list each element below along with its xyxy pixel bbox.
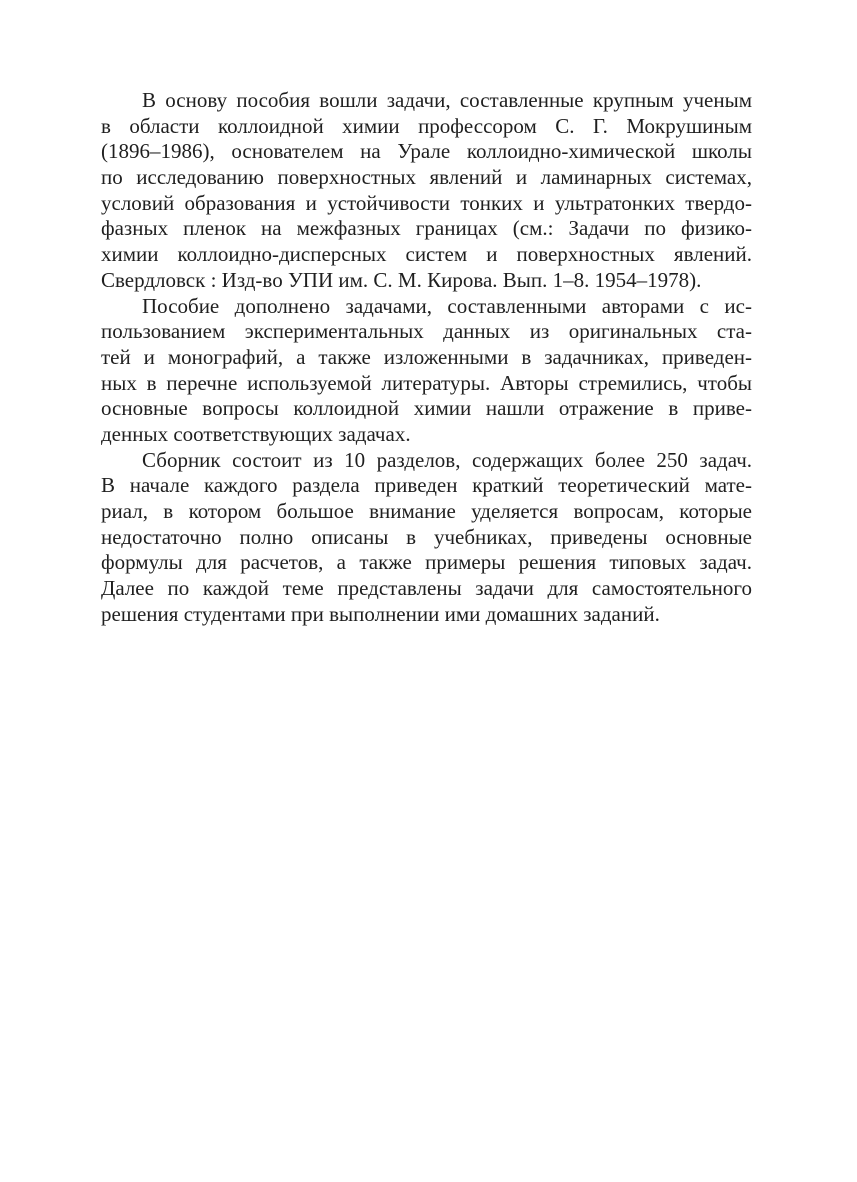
paragraph-2-line-5: основные вопросы коллоидной химии нашли отражение в приве-: [101, 396, 752, 421]
paragraph-2-line-6: денных соответствующих задачах.: [101, 421, 411, 446]
paragraph-1-line-6: фазных пленок на межфазных границах (см.: Задачи по физико-: [101, 216, 752, 241]
paragraph-2-line-1: Пособие дополнено задачами, составленными авторами с ис-: [142, 293, 752, 318]
paragraph-3-line-3: риал, в котором большое внимание уделяется вопросам, которые: [101, 499, 752, 523]
paragraph-1-line-2: в области коллоидной химии профессором С. Г. Мокрушиным: [101, 113, 752, 138]
paragraph-1-line-7: химии коллоидно-дисперсных систем и поверхностных явлений.: [101, 242, 752, 267]
paragraph-3-line-2: В начале каждого раздела приведен краткий теоретический мате-: [101, 473, 752, 498]
paragraph-3-line-1: Сборник состоит из 10 разделов, содержащих более 250 задач.: [142, 447, 752, 472]
paragraph-1-line-1: В основу пособия вошли задачи, составленные крупным ученым: [142, 88, 752, 112]
paragraph-3-line-5: формулы для расчетов, а также примеры решения типовых задач.: [101, 550, 752, 575]
paragraph-1-line-5: условий образования и устойчивости тонких и ультратонких твердо-: [101, 190, 752, 215]
paragraph-2-line-4: ных в перечне используемой литературы. Авторы стремились, чтобы: [101, 370, 752, 395]
paragraph-1-line-8: Свердловск : Изд-во УПИ им. С. М. Кирова. Вып. 1–8. 1954–1978).: [101, 267, 702, 292]
body-text: [101, 88, 752, 627]
paragraph-1-line-4: по исследованию поверхностных явлений и ламинарных системах,: [101, 165, 752, 190]
paragraph-3-line-7: решения студентами при выполнении ими домашних заданий.: [101, 601, 660, 626]
paragraph-1-line-3: (1896–1986), основателем на Урале коллоидно-химической школы: [101, 139, 752, 164]
paragraph-2-line-3: тей и монографий, а также изложенными в задачниках, приведен-: [101, 344, 752, 369]
paragraph-3-line-6: Далее по каждой теме представлены задачи для самостоятельного: [101, 576, 752, 601]
paragraph-3-line-4: недостаточно полно описаны в учебниках, приведены основные: [101, 524, 752, 549]
paragraph-2-line-2: пользованием экспериментальных данных из оригинальных ста-: [101, 319, 752, 344]
